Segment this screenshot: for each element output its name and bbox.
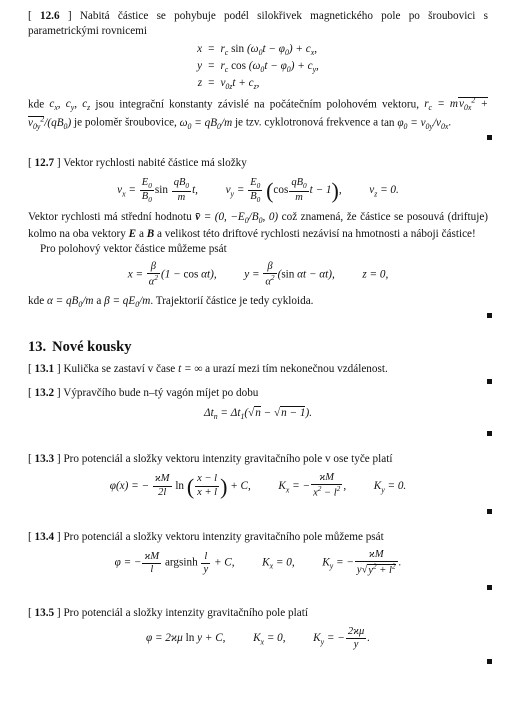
problem-12-6-intro: [ 12.6 ] Nabitá částice se pohybuje podél silokřivek magnetického pole po šroubovici s parametrickými rovnicemi <box>28 10 488 37</box>
problem-tag: [ 13.5 ] <box>28 606 61 619</box>
velocity-components-equation: $v_x$ = $\frac{E_0}{B_0}$ sin $\frac{qB_0}{m}$ t, $v_y$ = $\frac{E_0}{B_0}$ (cos $\frac{qB_0}{m}$ t − 1), $v_z = 0$. <box>117 176 399 205</box>
problem-tag: [ 13.3 ] <box>28 452 61 465</box>
problem-tag: [ 12.7 ] <box>28 157 61 170</box>
problem-12-7 <box>28 156 488 320</box>
problem-12-7-para3: kde $\alpha = qB_0/m$ a $\beta = qE_0/m$. Trajektorií částice je tedy cykloida. <box>28 294 314 310</box>
problem-12-7-para1: Vektor rychlosti má střední hodnotu v̄ = (0, $-E_0/B_0$, 0) což znamená, že částice se posouvá (driftuje) kolmo na oba vektory E a B a velikost této driftové rychlosti nezávisí na hmotnosti a náboji částice! <box>28 211 489 240</box>
problem-13-4: [ 13.4 ] Pro potenciál a složky vektoru intenzity gravitačního pole můžeme psát φ = − $\frac{ϰM}{l}$ argsinh $\frac{l}{y}$ + C, $K_x = 0$, $K_y$ = − $\frac{ϰM}{y√y^2 + l^2}$ . <box>28 530 488 592</box>
problem-13-5: [ 13.5 ] Pro potenciál a složky intenzity gravitačního pole platí φ = 2ϰμ ln y + C, $K_x = 0$, $K_y$ = − $\frac{2ϰ\mu}{y}$ . <box>28 606 488 666</box>
helix-equations: x = $r_c$ $\sin (\omega_0t - \varphi_0) + c_x$, y = $r_c$ $\cos (\omega_0t - \varphi_0) + c_y$, z = $v_{0z}t + c_z$, <box>197 42 319 91</box>
wagon-time-equation: $\Delta t_n = \Delta t_1(√n - √n - 1)$. <box>204 407 312 422</box>
end-of-solution-mark <box>487 135 492 140</box>
problem-tag: [ 13.2 ] <box>28 387 61 400</box>
problem-13-1: [ 13.1 ] Kulička se zastaví v čase t = ∞ a urazí mezi tím nekonečnou vzdálenost. <box>28 362 488 387</box>
problem-12-7-para2: Pro polohový vektor částice můžeme psát <box>40 242 227 255</box>
rod-potential-equation: φ(x) = − $\frac{ϰM}{2l}$ ln ( $\frac{x - l}{x + l}$ ) + C, $K_x$ = − $\frac{ϰM}{x^2 - l^2}$ , $K_y = 0$. <box>109 472 407 499</box>
problem-tag: [ 13.4 ] <box>28 530 61 543</box>
end-of-solution-mark <box>487 659 492 664</box>
end-of-solution-mark <box>487 585 492 590</box>
problem-12-7-intro: [ 12.7 ] Vektor rychlosti nabité částice má složky <box>28 157 247 170</box>
problem-12-6-explanation: kde $c_x$, $c_y$, $c_z$ jsou integrační konstanty závislé na počátečním polohovém vektoru, $r_c = mv_{0x}^2 + v_{0y}^2/(qB_0)$ je poloměr šroubovice, $\omega_0 = qB_0/m$ je tzv. cyklotronová frekvence a $\tan \varphi_0 = v_{0y}/v_{0x}$. <box>28 95 489 131</box>
end-of-solution-mark <box>487 379 492 384</box>
arcsinh-potential-equation: φ = − $\frac{ϰM}{l}$ argsinh $\frac{l}{y}$ + C, $K_x = 0$, $K_y$ = − $\frac{ϰM}{y√y^2 + l^2}$ . <box>114 549 402 576</box>
log-potential-equation: φ = 2ϰμ ln y + C, $K_x = 0$, $K_y$ = − $\frac{2ϰ\mu}{y}$ . <box>145 625 371 650</box>
problem-tag: [ 12.6 ] <box>28 10 72 22</box>
problem-13-2: [ 13.2 ] Výpravčího bude n–tý vagón míjet po dobu $\Delta t_n = \Delta t_1(√n - √n - 1)$. <box>28 386 488 437</box>
section-heading: 13. Nové kousky <box>28 339 132 356</box>
end-of-solution-mark <box>487 509 492 514</box>
problem-tag: [ 13.1 ] <box>28 362 61 375</box>
end-of-solution-mark <box>487 431 492 436</box>
position-vector-equation: x = $\frac{\beta}{\alpha^2}$ (1 − cos αt), y = $\frac{\beta}{\alpha^2}$ (sin αt − αt), z = 0, <box>127 261 389 288</box>
problem-12-6 <box>28 9 488 142</box>
problem-13-3: [ 13.3 ] Pro potenciál a složky vektoru intenzity gravitačního pole v ose tyče platí φ(x) = − $\frac{ϰM}{2l}$ ln ( $\frac{x - l}{x + l}$ ) + C, $K_x$ = − $\frac{ϰM}{x^2 - l^2}$ , $K_y = 0$. <box>28 452 488 516</box>
end-of-solution-mark <box>487 313 492 318</box>
